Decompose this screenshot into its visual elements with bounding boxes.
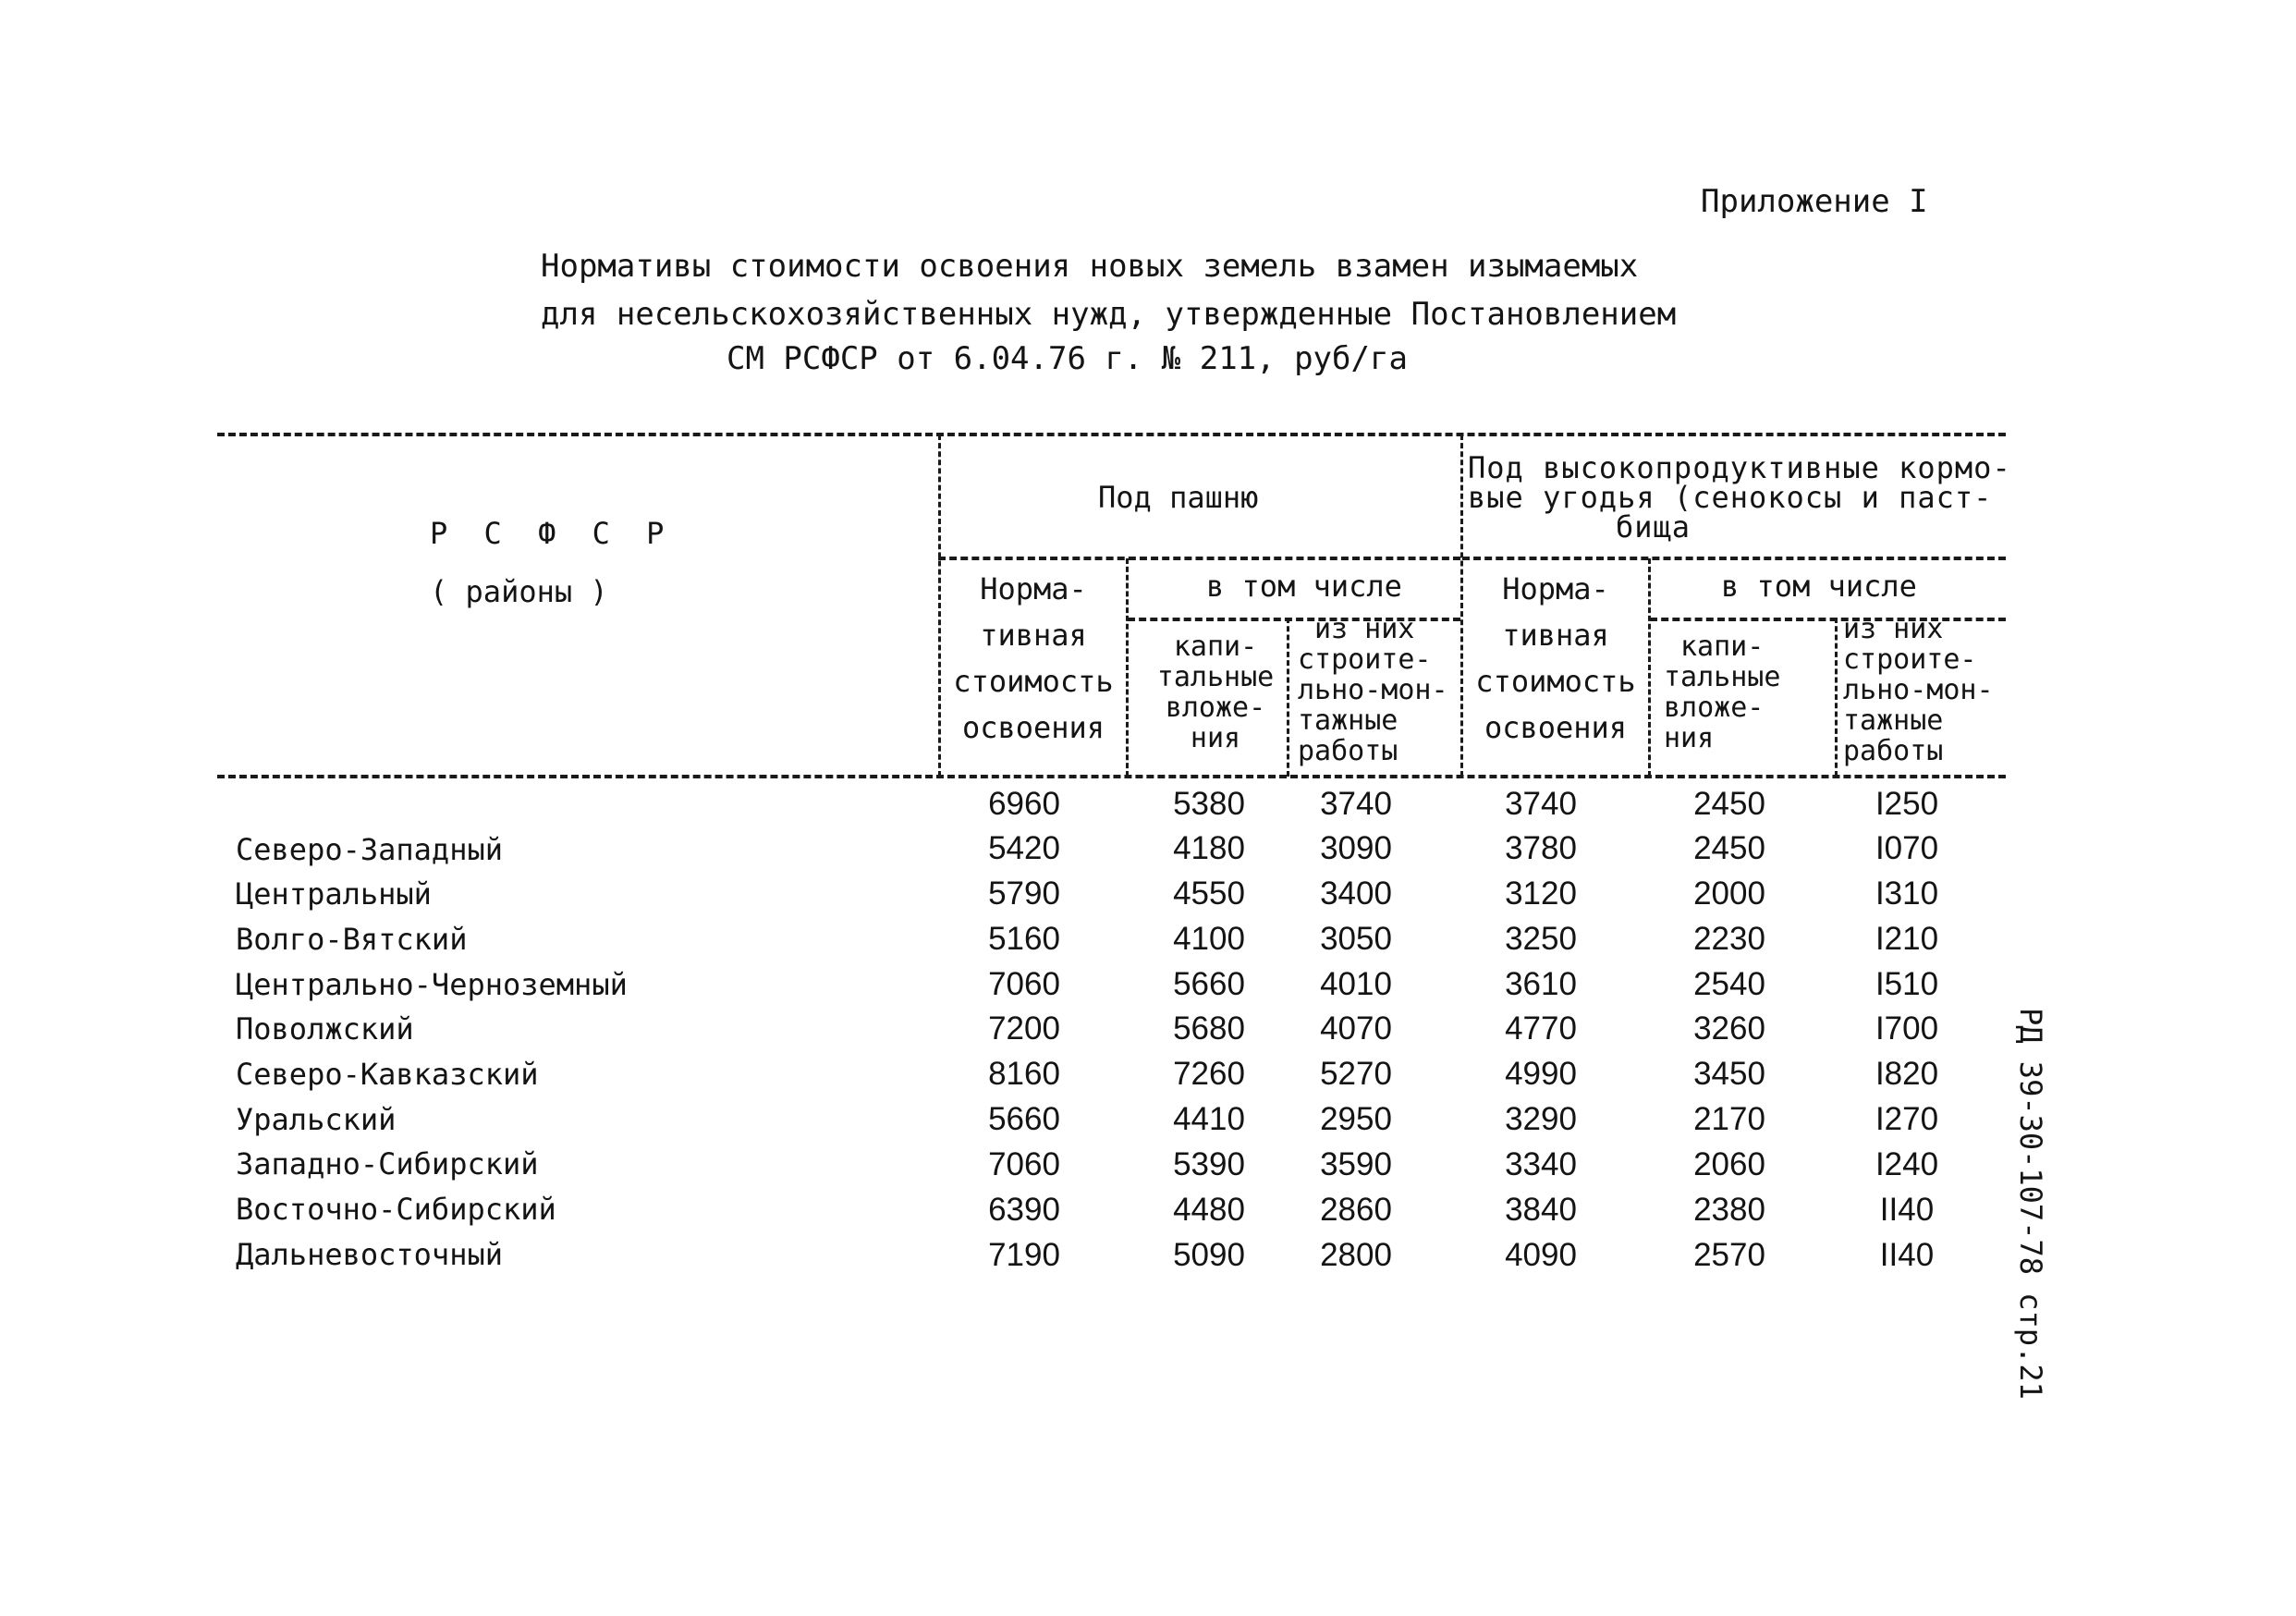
construction-head-line: из них (1843, 613, 1944, 645)
region-name: Восточно-Сибирский (236, 1192, 556, 1227)
cell-norm-arable: 5160 (988, 921, 1060, 957)
norm-head-fodder (1465, 566, 1646, 751)
cell-construction-arable: 4070 (1320, 1010, 1392, 1047)
cell-norm-arable: 7190 (988, 1237, 1060, 1273)
col-divider-2 (1126, 558, 1129, 777)
cell-capital-arable: 4480 (1173, 1192, 1245, 1228)
cell-norm-arable: 6960 (988, 786, 1060, 822)
cell-norm-arable: 5420 (988, 830, 1060, 866)
cell-capital-arable: 5380 (1173, 786, 1245, 822)
cell-construction-arable: 4010 (1320, 966, 1392, 1002)
cell-capital-fodder: 2380 (1693, 1192, 1765, 1228)
norm-head-line: тивная (980, 618, 1087, 653)
cell-construction-fodder: I210 (1875, 921, 1939, 957)
construction-head-line: работы (1843, 735, 1944, 767)
region-name: Северо-Западный (236, 832, 503, 867)
cell-norm-arable: 6390 (988, 1192, 1060, 1228)
capital-head-arable (1146, 631, 1285, 753)
cell-capital-arable: 4180 (1173, 830, 1245, 866)
capital-head-line: ния (1190, 722, 1241, 754)
cell-construction-fodder: I510 (1875, 966, 1939, 1002)
cell-norm-fodder: 3120 (1505, 875, 1577, 912)
capital-head-line: капи- (1173, 630, 1258, 663)
construction-head-line: тажные (1843, 704, 1944, 737)
region-name: Дальневосточный (236, 1237, 503, 1272)
cell-capital-arable: 5680 (1173, 1010, 1245, 1047)
cell-capital-arable: 4410 (1173, 1101, 1245, 1137)
group-fodder-line-2: вые угодья (сенокосы и паст- (1468, 480, 1993, 515)
norm-head-line: Норма- (1502, 571, 1609, 606)
cell-construction-arable: 3400 (1320, 875, 1392, 912)
title-line-2: для несельскохозяйственных нужд, утвержденные Постановлением (541, 296, 1677, 333)
capital-head-line: ния (1664, 722, 1715, 754)
cell-norm-fodder: 3740 (1505, 786, 1577, 822)
col-divider-5 (1648, 558, 1651, 777)
norm-head-line: освоения (1484, 710, 1628, 745)
cell-norm-fodder: 3610 (1505, 966, 1577, 1002)
norm-head-line: освоения (961, 710, 1105, 745)
cell-norm-arable: 7060 (988, 966, 1060, 1002)
region-name: Западно-Сибирский (236, 1146, 539, 1181)
cell-capital-fodder: 2060 (1693, 1146, 1765, 1182)
construction-head-line: из них (1314, 613, 1415, 645)
norm-head-line: тивная (1502, 618, 1609, 653)
construction-head-line: работы (1298, 735, 1398, 767)
document-code: РД 39-30-107-78 стр.21 (2013, 1008, 2048, 1400)
cell-construction-arable: 5270 (1320, 1056, 1392, 1092)
cell-construction-fodder: I240 (1875, 1146, 1939, 1182)
norm-head-arable (943, 566, 1124, 751)
title-line-3: СМ РСФСР от 6.04.76 г. № 211, руб/га (727, 340, 1408, 377)
cell-capital-fodder: 3260 (1693, 1010, 1765, 1047)
cell-construction-fodder: I310 (1875, 875, 1939, 912)
region-name: Поволжский (236, 1011, 414, 1047)
capital-head-line: тальные (1664, 661, 1781, 693)
cell-capital-fodder: 2000 (1693, 875, 1765, 912)
cell-norm-fodder: 3780 (1505, 830, 1577, 866)
col-divider-1 (938, 435, 941, 777)
cell-construction-arable: 3090 (1320, 830, 1392, 866)
construction-head-arable (1298, 614, 1448, 766)
cell-capital-fodder: 3450 (1693, 1056, 1765, 1092)
construction-head-line: льно-мон- (1298, 674, 1448, 706)
cell-construction-arable: 2860 (1320, 1192, 1392, 1228)
cell-capital-arable: 4100 (1173, 921, 1245, 957)
cell-norm-fodder: 3340 (1505, 1146, 1577, 1182)
cell-norm-arable: 5790 (988, 875, 1060, 912)
cell-capital-arable: 4550 (1173, 875, 1245, 912)
region-name: Волго-Вятский (236, 922, 468, 957)
cell-norm-fodder: 3840 (1505, 1192, 1577, 1228)
cell-capital-fodder: 2230 (1693, 921, 1765, 957)
group-underline-arable (938, 557, 1460, 560)
cell-construction-arable: 3050 (1320, 921, 1392, 957)
col-divider-4 (1460, 435, 1463, 777)
cell-capital-fodder: 2570 (1693, 1237, 1765, 1273)
capital-head-line: вложе- (1165, 692, 1266, 724)
cell-construction-fodder: I270 (1875, 1101, 1939, 1137)
capital-head-line: вложе- (1664, 692, 1765, 724)
cell-norm-fodder: 4090 (1505, 1237, 1577, 1273)
cell-construction-fodder: I070 (1875, 830, 1939, 866)
group-arable-label: Под пашню (1098, 480, 1259, 515)
norm-head-line: стоимость (953, 664, 1114, 699)
capital-head-line: тальные (1156, 661, 1275, 693)
cell-construction-fodder: II40 (1879, 1237, 1935, 1273)
construction-head-line: строите- (1843, 643, 1977, 676)
cell-capital-fodder: 2540 (1693, 966, 1765, 1002)
group-fodder-line-1: Под высокопродуктивные кормо- (1468, 450, 2011, 485)
cell-construction-arable: 3740 (1320, 786, 1392, 822)
cell-norm-fodder: 3250 (1505, 921, 1577, 957)
title-line-1: Нормативы стоимости освоения новых земель взамен изымаемых (541, 248, 1639, 285)
norm-head-line: стоимость (1475, 664, 1636, 699)
appendix-label: Приложение I (1701, 183, 1928, 220)
in-total-arable: в том числе (1206, 569, 1402, 604)
region-name: Центральный (236, 876, 432, 912)
col-divider-6 (1835, 618, 1838, 777)
region-name: Уральский (236, 1102, 397, 1137)
cell-capital-arable: 5660 (1173, 966, 1245, 1002)
cell-capital-fodder: 2170 (1693, 1101, 1765, 1137)
cell-construction-arable: 2800 (1320, 1237, 1392, 1273)
cell-construction-fodder: I700 (1875, 1010, 1939, 1047)
row-header-title: Р С Ф С Р (430, 516, 674, 551)
cell-construction-arable: 3590 (1320, 1146, 1392, 1182)
cell-norm-fodder: 4770 (1505, 1010, 1577, 1047)
cell-norm-fodder: 3290 (1505, 1101, 1577, 1137)
construction-head-line: тажные (1298, 704, 1398, 737)
construction-head-line: льно-мон- (1843, 674, 1994, 706)
cell-norm-arable: 8160 (988, 1056, 1060, 1092)
cell-capital-arable: 5390 (1173, 1146, 1245, 1182)
cell-construction-fodder: I250 (1875, 786, 1939, 822)
group-fodder-line-3: бища (1616, 509, 1691, 545)
cell-norm-arable: 5660 (988, 1101, 1060, 1137)
capital-head-fodder (1664, 631, 1780, 753)
row-header-subtitle: ( районы ) (430, 574, 608, 609)
region-name: Северо-Кавказский (236, 1057, 539, 1092)
norm-head-line: Норма- (980, 571, 1087, 606)
cell-norm-arable: 7200 (988, 1010, 1060, 1047)
header-bottom-rule (217, 775, 2006, 778)
region-name: Центрально-Черноземный (236, 967, 628, 1002)
table-top-rule (217, 433, 2006, 436)
cell-capital-arable: 5090 (1173, 1237, 1245, 1273)
cell-norm-arable: 7060 (988, 1146, 1060, 1182)
cell-construction-fodder: I820 (1875, 1056, 1939, 1092)
cell-construction-arable: 2950 (1320, 1101, 1392, 1137)
construction-head-line: строите- (1298, 643, 1432, 676)
cell-construction-fodder: II40 (1879, 1192, 1935, 1228)
cell-capital-arable: 7260 (1173, 1056, 1245, 1092)
cell-capital-fodder: 2450 (1693, 830, 1765, 866)
group-underline-fodder (1462, 557, 2006, 560)
capital-head-line: капи- (1680, 630, 1765, 663)
in-total-fodder: в том числе (1721, 569, 1917, 604)
construction-head-fodder (1843, 614, 1994, 766)
cell-norm-fodder: 4990 (1505, 1056, 1577, 1092)
col-divider-3 (1287, 618, 1289, 777)
cell-capital-fodder: 2450 (1693, 786, 1765, 822)
